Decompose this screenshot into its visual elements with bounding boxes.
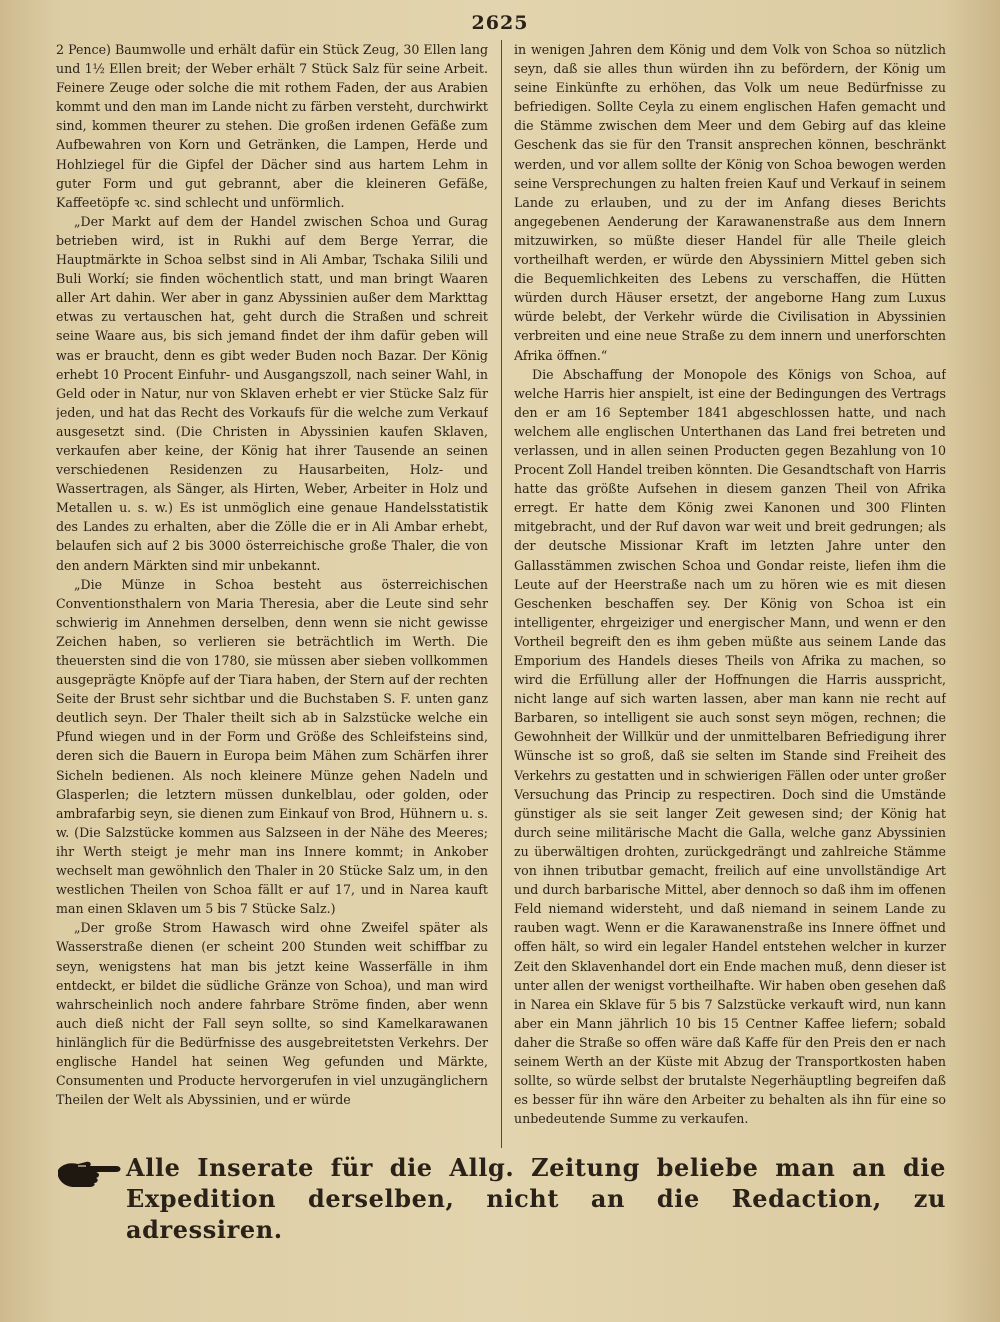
paragraph: in wenigen Jahren dem König und dem Volk von Schoa so nützlich seyn, daß sie alles thun würden ihn zu befördern, der König um seine Einkünfte zu erhöhen, das Volk um neue Bedürfnisse zu befriedigen. Sollte Ceyla zu einem englischen Hafen gemacht und die Stämme zwischen dem Meer und dem Gebirg auf das kleine Geschenk das sie für den Transit ansprechen können, beschränkt werden, und vor allem sollte der König von Schoa bewogen werden seine Versprechungen zu halten freien Kauf und Verkauf in seinem Lande zu erlauben, und zu der im Anfang dieses Berichts angegebenen Aenderung der Karawanenstraße aus dem Innern mitzuwirken, so müßte dieser Handel für alle Theile gleich vortheilhaft werden, er würde den Abyssiniern Mittel geben sich die Bequemlichkeiten des Lebens zu verschaffen, die Hütten würden durch Häuser ersetzt, der angeborne Hang zum Luxus würde belebt, der Verkehr würde die Civilisation in Abyssinien verbreiten und eine neue Straße zu dem innern und unerforschten Afrika öffnen.“ — [514, 42, 946, 363]
right-column — [514, 40, 946, 1148]
paragraph: 2 Pence) Baumwolle und erhält dafür ein Stück Zeug, 30 Ellen lang und 1½ Ellen breit; der Weber erhält 7 Stück Salz für seine Arbeit. Feinere Zeuge oder solche die mit rothem Faden, der aus Arabien kommt und den man im Lande nicht zu färben versteht, durchwirkt sind, kommen theurer zu stehen. Die großen irdenen Gefäße zum Aufbewahren von Korn und Getränken, die Lampen, Herde und Hohlziegel für die Gipfel der Dächer sind aus hartem Lehm in guter Form und gut gebrannt, aber die kleineren Gefäße, Kaffeetöpfe ꝛc. sind schlecht und unförmlich. — [56, 42, 488, 210]
column-divider — [501, 40, 502, 1148]
article-columns — [56, 40, 946, 1148]
notice-text: Alle Inserate für die Allg. Zeitung beliebe man an die Expedition derselben, nicht an die Redaction, zu adressiren. — [126, 1153, 946, 1244]
advertisement-notice — [56, 1152, 946, 1244]
paragraph: „Der Markt auf dem der Handel zwischen Schoa und Gurag betrieben wird, ist in Rukhi auf dem Berge Yerrar, die Hauptmärkte in Schoa selbst sind in Ali Ambar, Tschaka Silili und Buli Workí; sie finden wöchentlich statt, und man bringt Waaren aller Art dahin. Wer aber in ganz Abyssinien außer dem Markttag etwas zu vertauschen hat, geht durch die Straßen und schreit seine Waare aus, bis sich jemand findet der ihm dafür geben will was er braucht, denn es gibt weder Buden noch Bazar. Der König erhebt 10 Procent Einfuhr- und Ausgangszoll, nach seiner Wahl, in Geld oder in Natur, nur von Sklaven erhebt er vier Stücke Salz für jeden, und hat das Recht des Vorkaufs für die welche zum Verkauf ausgesetzt sind. (Die Christen in Abyssinien kaufen Sklaven, verkaufen aber keine, der König hat ihrer Tausende an seinen verschiedenen Residenzen zu Hausarbeiten, Holz- und Wassertragen, als Sänger, als Hirten, Weber, Arbeiter in Holz und Metallen u. s. w.) Es ist unmöglich eine genaue Handelsstatistik des Landes zu erhalten, aber die Zölle die er in Ali Ambar erhebt, belaufen sich auf 2 bis 3000 österreichische große Thaler, die von den andern Märkten sind mir unbekannt. — [56, 213, 488, 573]
paragraph: „Der große Strom Hawasch wird ohne Zweifel später als Wasserstraße dienen (er scheint 200 Stunden weit schiffbar zu seyn, wenigstens hat man bis jetzt keine Wasserfälle in ihm entdeckt, er bildet die südliche Gränze von Schoa), und man wird wahrscheinlich noch andere fahrbare Ströme finden, aber wenn auch dieß nicht der Fall seyn sollte, so sind Kamelkarawanen hinlänglich für die Bedürfnisse des ausgebreitetsten Verkehrs. Der englische Handel hat seinen Weg gefunden und Märkte, Consumenten und Producte hervorgerufen in viel unzugänglichern Theilen der Welt als Abyssinien, und er würde — [56, 920, 488, 1108]
paragraph: Die Abschaffung der Monopole des Königs von Schoa, auf welche Harris hier anspielt, ist eine der Bedingungen des Vertrags den er am 16 September 1841 abgeschlossen hatte, und nach welchem alle englischen Unterthanen das Land frei betreten und verlassen, und in allen seinen Producten gegen Bezahlung von 10 Procent Zoll Handel treiben könnten. Die Gesandtschaft von Harris hatte das größte Aufsehen in diesem ganzen Theil von Afrika erregt. Er hatte dem König zwei Kanonen und 300 Flinten mitgebracht, und der Ruf davon war weit und breit gedrungen; als der deutsche Missionar Kraft im letzten Jahre unter den Gallasstämmen zwischen Schoa und Gondar reiste, liefen ihm die Leute auf der Heerstraße nach um zu hören wie es mit diesen Geschenken beschaffen sey. Der König von Schoa ist ein intelligenter, ehrgeiziger und energischer Mann, und wenn er den Vortheil begreift den es ihm geben müßte aus seinem Lande das Emporium des Handels dieses Theils von Afrika zu machen, so wird die Erfüllung aller der Hoffnungen die Harris ausspricht, nicht lange auf sich warten lassen, aber man kann nie recht auf Barbaren, so intelligent sie auch sonst seyn mögen, rechnen; die Gewohnheit der Willkür und der unmittelbaren Befriedigung ihrer Wünsche ist so groß, daß sie selten im Stande sind Freiheit des Verkehrs zu gestatten und in schwierigen Fällen oder unter großer Versuchung das Princip zu respectiren. Doch sind die Umstände günstiger als sie seit langer Zeit gewesen sind; der König hat durch seine militärische Macht die Galla, welche ganz Abyssinien zu überwältigen drohten, zurückgedrängt und zahlreiche Stämme von ihnen tributbar gemacht, freilich auf eine unvollständige Art und durch barbarische Mittel, aber dennoch so daß ihm im offenen Feld niemand widersteht, und daß niemand in seinem Lande zu rauben wagt. Wenn er die Karawanenstraße ins Innere öffnet und offen hält, so wird ein legaler Handel entstehen welcher in kurzer Zeit den Sklavenhandel dort ein Ende machen muß, denn dieser ist unter allen der wenigst vortheilhafte. Wir haben oben gesehen daß in Narea ein Sklave für 5 bis 7 Salzstücke verkauft wird, nun kann aber ein Mann jährlich 10 bis 15 Centner Kaffee liefern; sobald daher die Straße so offen wäre daß Kaffe für den Preis den er nach seinem Werth an der Küste mit Abzug der Transportkosten haben sollte, so würde selbst der brutalste Negerhäuptling begreifen daß es besser für ihn wäre den Arbeiter zu behalten als ihn für eine so unbedeutende Summe zu verkaufen. — [514, 366, 946, 1127]
paragraph: „Die Münze in Schoa besteht aus österreichischen Conventionsthalern von Maria Theresia, aber die Leute sind sehr schwierig im Annehmen derselben, denn wenn sie nicht gewisse Zeichen haben, so verlieren sie beträchtlich im Werth. Die theuersten sind die von 1780, sie müssen aber sieben vollkommen ausgeprägte Knöpfe auf der Tiara haben, der Stern auf der rechten Seite der Brust sehr sichtbar und die Buchstaben S. F. unten ganz deutlich seyn. Der Thaler theilt sich ab in Salzstücke welche ein Pfund wiegen und in der Form und Größe des Schleifsteins sind, deren sich die Bauern in Europa beim Mähen zum Schärfen ihrer Sicheln bedienen. Als noch kleinere Münze gehen Nadeln und Glasperlen; die letztern müssen dunkelblau, oder golden, oder ambrafarbig seyn, sie dienen zum Einkauf von Brod, Hühnern u. s. w. (Die Salzstücke kommen aus Salzseen in der Nähe des Meeres; ihr Werth steigt je mehr man ins Innere kommt; in Ankober wechselt man gewöhnlich den Thaler in 20 Stücke Salz um, in den westlichen Theilen von Schoa fällt er auf 17, und in Narea kauft man einen Sklaven um 5 bis 7 Stücke Salz.) — [56, 576, 488, 917]
page-number: 2625 — [471, 12, 529, 34]
pointing-hand-icon — [56, 1156, 126, 1188]
left-column — [56, 40, 488, 1148]
